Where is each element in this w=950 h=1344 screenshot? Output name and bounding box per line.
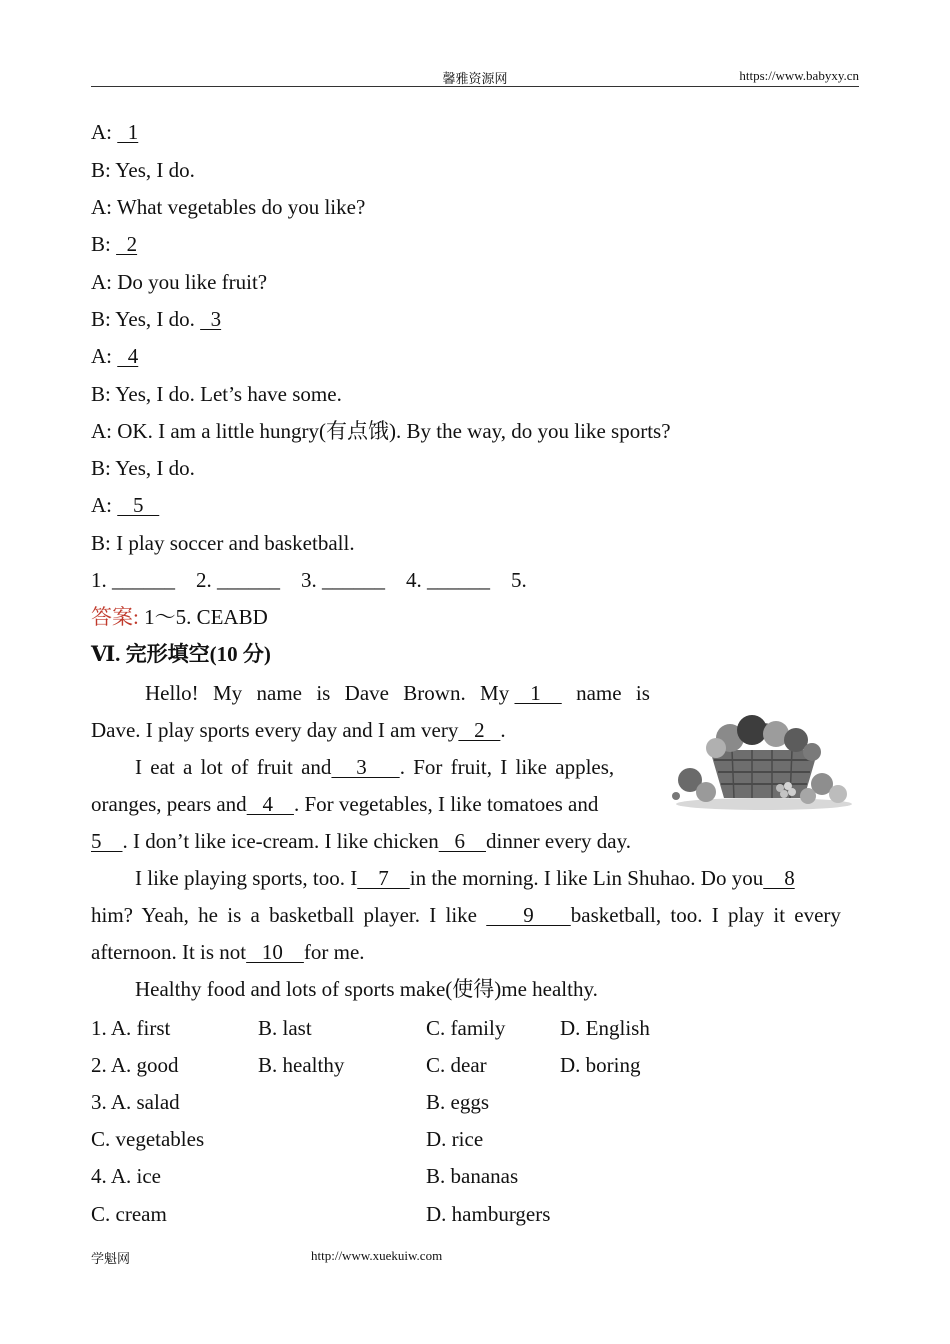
option-4-D: D. hamburgers bbox=[426, 1202, 551, 1226]
dialogue-line-3: A: What vegetables do you like? bbox=[91, 195, 366, 219]
passage-p4: Healthy food and lots of sports make(使得)me healthy. bbox=[135, 977, 598, 1001]
page-footer bbox=[91, 1248, 443, 1267]
dialogue-line-7: A: 4 bbox=[91, 344, 139, 368]
passage-p2-line3: 5 . I don’t like ice-cream. I like chicken 6 dinner every day. bbox=[91, 829, 631, 853]
passage-p3-line3: afternoon. It is not 10 for me. bbox=[91, 940, 365, 964]
option-4-C: C. cream bbox=[91, 1202, 167, 1226]
option-2-C: C. dear bbox=[426, 1053, 487, 1077]
dialogue-line-2: B: Yes, I do. bbox=[91, 158, 195, 182]
option-2-A: 2. A. good bbox=[91, 1053, 179, 1077]
passage-p3-line1: I like playing sports, too. I 7 in the morning. I like Lin Shuhao. Do you 8 bbox=[135, 866, 795, 890]
footer-site-name: 学魁网 bbox=[91, 1251, 131, 1266]
dialogue-line-10: B: Yes, I do. bbox=[91, 456, 195, 480]
answer-line bbox=[91, 603, 268, 631]
option-1-C: C. family bbox=[426, 1016, 506, 1040]
option-3-B: B. eggs bbox=[426, 1090, 489, 1114]
page-header bbox=[91, 66, 859, 87]
blank-2: 2 bbox=[116, 232, 138, 256]
option-1-B: B. last bbox=[258, 1016, 312, 1040]
passage-blank-7: 7 bbox=[357, 866, 410, 890]
passage-blank-1: 1 bbox=[514, 681, 562, 705]
passage-blank-4: 4 bbox=[246, 792, 294, 816]
passage-p1-line1: Hello! My name is Dave Brown. My 1 name is bbox=[145, 681, 650, 705]
option-4-B: B. bananas bbox=[426, 1164, 519, 1188]
blank-5: 5 bbox=[117, 493, 160, 517]
dialogue-line-12: B: I play soccer and basketball. bbox=[91, 531, 355, 555]
passage-blank-6: 6 bbox=[438, 829, 486, 853]
answer-text: 1～5. CEABD bbox=[138, 605, 268, 629]
answer-row: 1. ______ 2. ______ 3. ______ 4. ______ 5. bbox=[91, 568, 527, 592]
option-4-A: 4. A. ice bbox=[91, 1164, 161, 1188]
dialogue-line-8: B: Yes, I do. Let’s have some. bbox=[91, 382, 342, 406]
option-3-A: 3. A. salad bbox=[91, 1090, 180, 1114]
blank-4: 4 bbox=[117, 344, 139, 368]
passage-blank-10: 10 bbox=[246, 940, 304, 964]
blank-1: 1 bbox=[117, 120, 139, 144]
section-title: Ⅵ. 完形填空(10 分) bbox=[91, 642, 271, 666]
blank-3: 3 bbox=[200, 307, 222, 331]
dialogue-line-9: A: OK. I am a little hungry(有点饿). By the way, do you like sports? bbox=[91, 419, 671, 443]
option-1-A: 1. A. first bbox=[91, 1016, 171, 1040]
fruit-basket-image bbox=[672, 700, 856, 812]
passage-blank-5: 5 bbox=[91, 829, 123, 853]
dialogue-line-11: A: 5 bbox=[91, 493, 160, 517]
passage-blank-9: 9 bbox=[486, 903, 571, 927]
answer-label: 答案: bbox=[91, 605, 139, 629]
option-2-D: D. boring bbox=[560, 1053, 641, 1077]
footer-url: http://www.xuekuiw.com bbox=[311, 1248, 443, 1263]
option-3-D: D. rice bbox=[426, 1127, 484, 1151]
header-url: https://www.babyxy.cn bbox=[739, 68, 859, 83]
passage-blank-3: 3 bbox=[331, 755, 400, 779]
passage-p2-line2: oranges, pears and 4 . For vegetables, I like tomatoes and bbox=[91, 792, 599, 816]
dialogue-line-4: B: 2 bbox=[91, 232, 138, 256]
option-1-D: D. English bbox=[560, 1016, 650, 1040]
passage-p1-line2: Dave. I play sports every day and I am very 2 . bbox=[91, 718, 506, 742]
dialogue-line-6: B: Yes, I do. 3 bbox=[91, 307, 222, 331]
option-2-B: B. healthy bbox=[258, 1053, 345, 1077]
passage-p3-line2: him? Yeah, he is a basketball player. I like 9 basketball, too. I play it every bbox=[91, 903, 841, 927]
passage-blank-2: 2 bbox=[458, 718, 501, 742]
dialogue-line-5: A: Do you like fruit? bbox=[91, 270, 268, 294]
passage-blank-8: 8 bbox=[763, 866, 795, 890]
header-site-name: 馨雅资源网 bbox=[442, 71, 508, 86]
option-3-C: C. vegetables bbox=[91, 1127, 205, 1151]
dialogue-line-1: A: 1 bbox=[91, 120, 139, 144]
passage-p2-line1: I eat a lot of fruit and 3 . For fruit, I like apples, bbox=[135, 755, 615, 779]
